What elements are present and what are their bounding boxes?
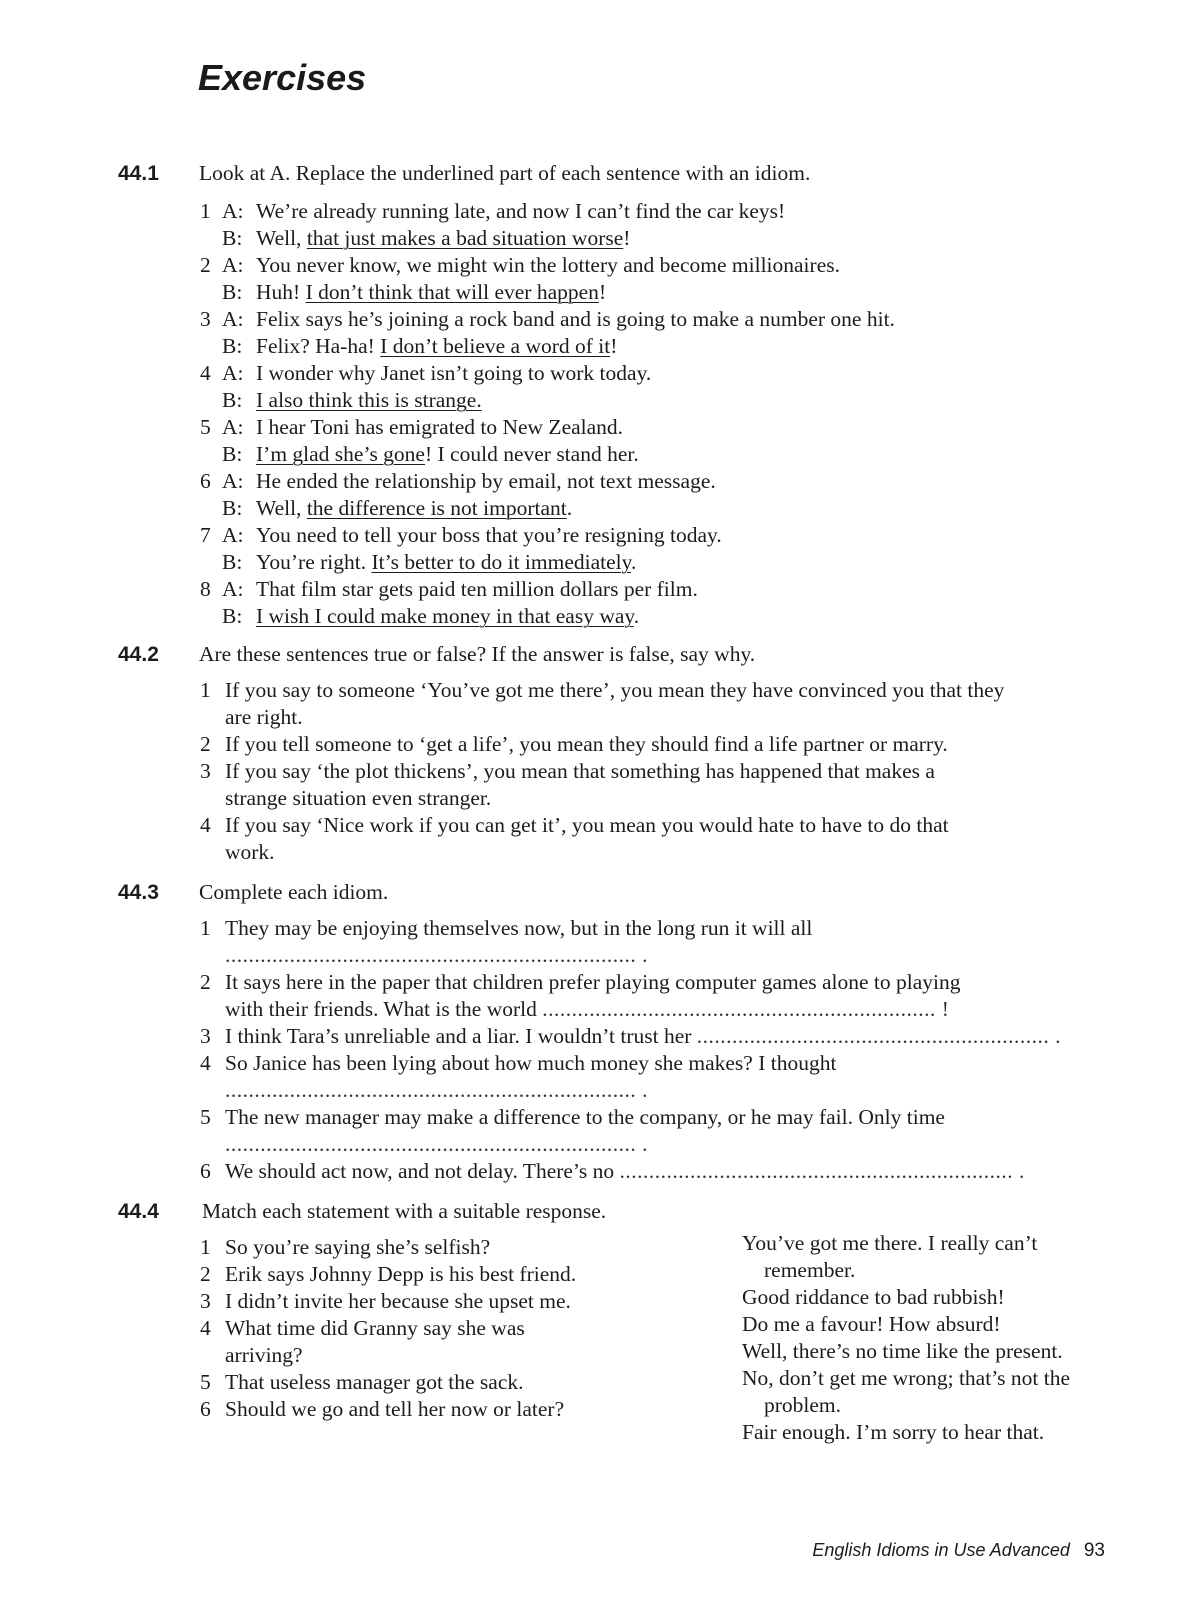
- speaker-label: A:: [222, 307, 244, 331]
- speaker-label: A:: [222, 361, 244, 385]
- dialogue-text: Felix says he’s joining a rock band and is going to make a number one hit.: [256, 307, 895, 331]
- item-line: I think Tara’s unreliable and a liar. I wouldn’t trust her: [225, 1024, 697, 1048]
- list-item: [200, 969, 1130, 1023]
- item-line: with their friends. What is the world: [225, 997, 543, 1021]
- dialogue-text: [256, 603, 639, 630]
- item-number: 6: [200, 469, 211, 493]
- speaker-label: A:: [222, 523, 244, 547]
- underlined-phrase: I’m glad she’s gone: [256, 442, 425, 466]
- item-line: It says here in the paper that children prefer playing computer games alone to playing: [225, 970, 961, 994]
- underlined-phrase: that just makes a bad situation worse: [306, 226, 624, 250]
- item-number: 2: [200, 1262, 211, 1286]
- item-number: 3: [200, 1024, 211, 1048]
- exercise-instruction: Are these sentences true or false? If the answer is false, say why.: [199, 642, 756, 666]
- item-text: [200, 1104, 1105, 1158]
- list-item: [200, 1023, 1130, 1050]
- item-line: Should we go and tell her now or later?: [225, 1397, 565, 1421]
- speaker-label: B:: [222, 604, 243, 628]
- dialogue-text: [256, 333, 617, 360]
- statement-item: [200, 1261, 700, 1288]
- item-text: [200, 1288, 695, 1315]
- item-text: [200, 915, 1105, 969]
- item-line: That useless manager got the sack.: [225, 1370, 524, 1394]
- item-text: [200, 677, 1105, 731]
- response-line: You’ve got me there. I really can’t: [742, 1231, 1038, 1255]
- exercise-number: 44.4: [118, 1200, 159, 1223]
- dialogue-line-a: [200, 522, 1130, 549]
- answer-blank[interactable]: ...................................................................... .: [225, 1078, 648, 1102]
- item-number: 2: [200, 253, 211, 277]
- item-number: 5: [200, 415, 211, 439]
- item-number: 4: [200, 1316, 211, 1340]
- item-number: 6: [200, 1159, 211, 1183]
- item-text: [200, 1023, 1105, 1050]
- item-number: 1: [200, 916, 211, 940]
- exercise-instruction: Complete each idiom.: [199, 880, 389, 904]
- speaker-label: B:: [222, 334, 243, 358]
- speaker-label: A:: [222, 415, 244, 439]
- exercise-instruction: Look at A. Replace the underlined part of each sentence with an idiom.: [199, 161, 811, 185]
- dialogue-line-a: [200, 252, 1130, 279]
- underlined-phrase: I don’t believe a word of it: [380, 334, 611, 358]
- dialogue-text: We’re already running late, and now I can’t find the car keys!: [256, 199, 786, 223]
- underlined-phrase: I also think this is strange.: [256, 388, 482, 412]
- item-line: I didn’t invite her because she upset me.: [225, 1289, 571, 1313]
- dialogue-text: [256, 495, 572, 522]
- item-line: So you’re saying she’s selfish?: [225, 1235, 491, 1259]
- item-line: If you say ‘Nice work if you can get it’, you mean you would hate to have to do that: [225, 813, 949, 837]
- statement-item: [200, 1369, 700, 1396]
- response-item: [742, 1311, 1122, 1338]
- item-number: 4: [200, 361, 211, 385]
- dialogue-text: [256, 549, 636, 576]
- dialogue-line-b: [200, 441, 1130, 468]
- dialogue-line-b: [200, 495, 1130, 522]
- response-prefix: You’re right.: [256, 550, 372, 574]
- response-suffix: .: [631, 550, 637, 574]
- response-suffix: !: [598, 280, 607, 304]
- statement-item: [200, 1234, 700, 1261]
- response-prefix: Felix? Ha-ha!: [256, 334, 381, 358]
- dialogue-text: [256, 225, 630, 252]
- dialogue-text: He ended the relationship by email, not text message.: [256, 469, 716, 493]
- response-item: [742, 1230, 1122, 1284]
- statement-item: [200, 1315, 700, 1369]
- item-line: are right.: [225, 705, 303, 729]
- item-line: work.: [225, 840, 275, 864]
- speaker-label: B:: [222, 388, 243, 412]
- speaker-label: A:: [222, 469, 244, 493]
- item-text: [200, 1234, 695, 1261]
- item-text: [200, 1396, 695, 1423]
- response-line: problem.: [764, 1393, 842, 1417]
- underlined-phrase: the difference is not important: [306, 496, 567, 520]
- item-line: If you say to someone ‘You’ve got me there’, you mean they have convinced you that they: [225, 678, 1005, 702]
- item-number: 1: [200, 1235, 211, 1259]
- item-number: 3: [200, 759, 211, 783]
- item-line: They may be enjoying themselves now, but in the long run it will all: [225, 916, 813, 940]
- item-number: 6: [200, 1397, 211, 1421]
- list-item: [200, 1104, 1130, 1158]
- item-text: [200, 969, 1105, 1023]
- statement-item: [200, 1288, 700, 1315]
- answer-blank[interactable]: ............................................................ .: [696, 1024, 1062, 1048]
- dialogue-line-a: [200, 576, 1130, 603]
- response-line: Good riddance to bad rubbish!: [742, 1285, 1005, 1309]
- item-number: 1: [200, 199, 211, 223]
- item-number: 5: [200, 1105, 211, 1129]
- response-item: [742, 1338, 1122, 1365]
- item-line: So Janice has been lying about how much money she makes? I thought: [225, 1051, 837, 1075]
- dialogue-line-a: [200, 306, 1130, 333]
- item-text: [200, 758, 1105, 812]
- item-line: If you tell someone to ‘get a life’, you mean they should find a life partner or marry.: [225, 732, 948, 756]
- speaker-label: A:: [222, 577, 244, 601]
- list-item: [200, 758, 1130, 812]
- list-item: [200, 812, 1130, 866]
- item-text: [200, 1315, 695, 1369]
- speaker-label: B:: [222, 496, 243, 520]
- underlined-phrase: I wish I could make money in that easy way: [256, 604, 634, 628]
- item-line: strange situation even stranger.: [225, 786, 492, 810]
- item-number: 4: [200, 813, 211, 837]
- dialogue-text: [256, 387, 482, 414]
- response-prefix: Well,: [256, 226, 307, 250]
- dialogue-text: That film star gets paid ten million dollars per film.: [256, 577, 698, 601]
- response-line: remember.: [764, 1258, 856, 1282]
- response-suffix: !: [610, 334, 618, 358]
- list-item: [200, 677, 1130, 731]
- response-item: [742, 1284, 1122, 1311]
- item-number: 5: [200, 1370, 211, 1394]
- response-suffix: !: [623, 226, 631, 250]
- item-number: 8: [200, 577, 211, 601]
- book-title: English Idioms in Use Advanced: [812, 1540, 1070, 1560]
- statement-column: [200, 1234, 700, 1423]
- dialogue-text: I wonder why Janet isn’t going to work today.: [256, 361, 652, 385]
- speaker-label: B:: [222, 442, 243, 466]
- item-line: We should act now, and not delay. There’s no: [225, 1159, 620, 1183]
- dialogue-line-b: [200, 603, 1130, 630]
- underlined-phrase: I don’t think that will ever happen: [305, 280, 599, 304]
- dialogue-text: You never know, we might win the lottery and become millionaires.: [256, 253, 840, 277]
- item-text: [200, 1369, 695, 1396]
- response-line: Well, there’s no time like the present.: [742, 1339, 1063, 1363]
- list-item: [200, 915, 1130, 969]
- response-suffix: .: [566, 496, 573, 520]
- answer-blank[interactable]: ...................................................................... .: [225, 1132, 648, 1156]
- item-line: Erik says Johnny Depp is his best friend.: [225, 1262, 577, 1286]
- page-title: Exercises: [198, 57, 367, 98]
- response-item: [742, 1419, 1122, 1446]
- item-text: [200, 1158, 1105, 1185]
- exercise-number: 44.2: [118, 643, 159, 666]
- item-line: If you say ‘the plot thickens’, you mean that something has happened that makes a: [225, 759, 935, 783]
- dialogue-line-b: [200, 225, 1130, 252]
- dialogue-text: I hear Toni has emigrated to New Zealand.: [256, 415, 624, 439]
- response-prefix: Huh!: [256, 280, 306, 304]
- item-number: 7: [200, 523, 211, 547]
- dialogue-line-b: [200, 387, 1130, 414]
- dialogue-line-a: [200, 360, 1130, 387]
- item-number: 2: [200, 970, 211, 994]
- dialogue-line-a: [200, 198, 1130, 225]
- dialogue-line-b: [200, 333, 1130, 360]
- list-item: [200, 1158, 1130, 1185]
- response-line: Do me a favour! How absurd!: [742, 1312, 1001, 1336]
- speaker-label: B:: [222, 280, 243, 304]
- item-number: 3: [200, 1289, 211, 1313]
- list-item: [200, 1050, 1130, 1104]
- answer-blank[interactable]: ................................................................... .: [619, 1159, 1025, 1183]
- item-text: [200, 1050, 1105, 1104]
- response-line: Fair enough. I’m sorry to hear that.: [742, 1420, 1045, 1444]
- response-column: [742, 1230, 1122, 1446]
- dialogue-text: [256, 441, 639, 468]
- response-suffix: .: [633, 604, 640, 628]
- speaker-label: A:: [222, 199, 244, 223]
- item-number: 4: [200, 1051, 211, 1075]
- underlined-phrase: It’s better to do it immediately: [371, 550, 632, 574]
- item-text: [200, 1261, 695, 1288]
- dialogue-line-a: [200, 468, 1130, 495]
- answer-blank[interactable]: ...................................................................... .: [225, 943, 648, 967]
- dialogue-text: [256, 279, 606, 306]
- item-text: [200, 812, 1105, 866]
- speaker-label: B:: [222, 550, 243, 574]
- dialogue-line-b: [200, 279, 1130, 306]
- page-footer: [812, 1538, 1105, 1563]
- item-line: arriving?: [225, 1343, 303, 1367]
- response-suffix: ! I could never stand her.: [424, 442, 639, 466]
- list-item: [200, 731, 1130, 758]
- item-number: 1: [200, 678, 211, 702]
- exercise-instruction: Match each statement with a suitable response.: [202, 1199, 607, 1223]
- dialogue-line-a: [200, 414, 1130, 441]
- item-number: 2: [200, 732, 211, 756]
- statement-list: [200, 677, 1130, 866]
- dialogue-line-b: [200, 549, 1130, 576]
- speaker-label: A:: [222, 253, 244, 277]
- answer-blank[interactable]: ................................................................... !: [542, 997, 950, 1021]
- exercise-number: 44.3: [118, 881, 159, 904]
- item-line: The new manager may make a difference to the company, or he may fail. Only time: [225, 1105, 945, 1129]
- response-line: No, don’t get me wrong; that’s not the: [742, 1366, 1071, 1390]
- statement-item: [200, 1396, 700, 1423]
- item-number: 3: [200, 307, 211, 331]
- speaker-label: B:: [222, 226, 243, 250]
- dialogue-text: You need to tell your boss that you’re resigning today.: [256, 523, 722, 547]
- completion-list: [200, 915, 1130, 1185]
- response-item: [742, 1365, 1122, 1419]
- response-prefix: Well,: [256, 496, 307, 520]
- item-text: [200, 731, 1105, 758]
- item-line: What time did Granny say she was: [225, 1316, 525, 1340]
- dialogue-list: [200, 198, 1130, 630]
- page-number: 93: [1083, 1540, 1105, 1561]
- exercise-number: 44.1: [118, 162, 159, 185]
